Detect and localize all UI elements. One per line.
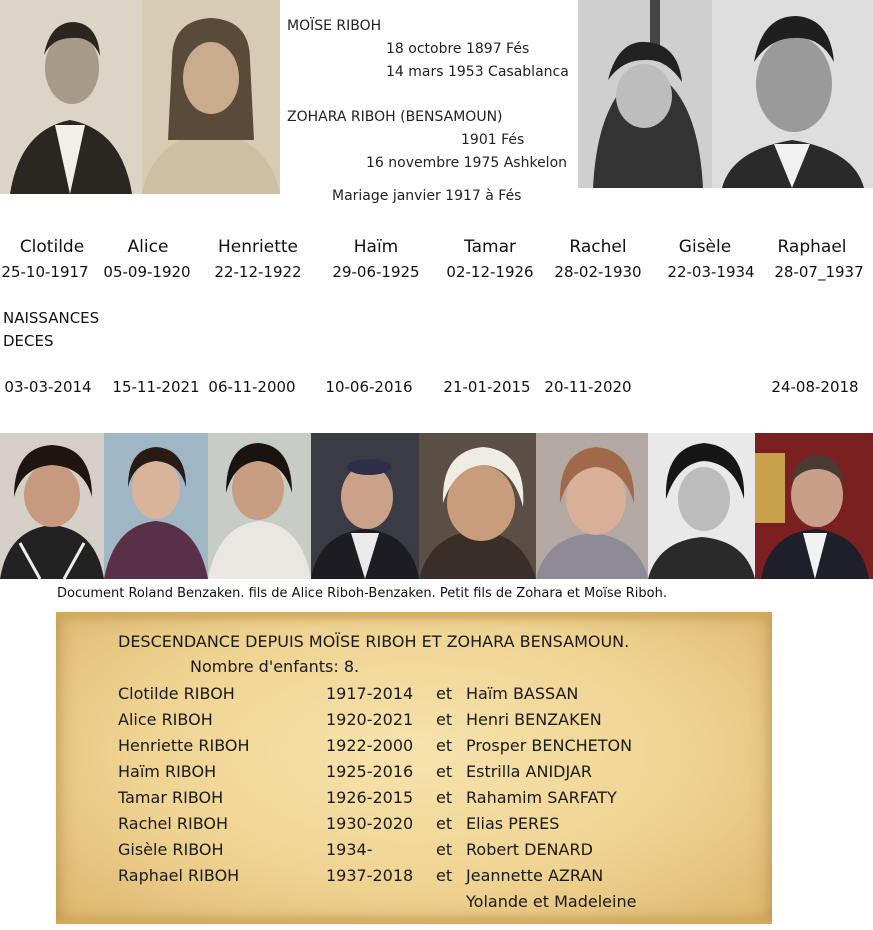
portrait-zohara-old [578, 0, 712, 188]
photo-tamar [419, 433, 536, 579]
child-birth-date: 29-06-1925 [332, 263, 420, 281]
descendance-row [56, 814, 772, 840]
row-child-name: Tamar RIBOH [118, 788, 224, 807]
row-years: 1922-2000 [326, 736, 414, 755]
descendance-row [56, 866, 772, 892]
row-child-name: Rachel RIBOH [118, 814, 229, 833]
child-death-date: 21-01-2015 [443, 378, 531, 396]
child-birth-date: 28-07_1937 [774, 263, 864, 281]
child-death-date: 15-11-2021 [112, 378, 200, 396]
row-child-name: Gisèle RIBOH [118, 840, 224, 859]
descendance-row [56, 762, 772, 788]
row-spouse: Haïm BASSAN [466, 684, 579, 703]
child-death-date: 10-06-2016 [325, 378, 413, 396]
additional-spouses: Yolande et Madeleine [466, 892, 637, 911]
descendance-row [56, 840, 772, 866]
child-name: Alice [127, 237, 169, 257]
row-years: 1926-2015 [326, 788, 414, 807]
father-death: 14 mars 1953 Casablanca [386, 64, 569, 80]
descendance-row [56, 710, 772, 736]
portrait-moise-young [0, 0, 142, 194]
child-death-date: 03-03-2014 [4, 378, 92, 396]
row-years: 1925-2016 [326, 762, 414, 781]
document-credit: Document Roland Benzaken. fils de Alice Riboh-Benzaken. Petit fils de Zohara et Moïse Riboh. [57, 586, 667, 601]
descendance-row [56, 788, 772, 814]
parchment-title: DESCENDANCE DEPUIS MOÏSE RIBOH ET ZOHARA BENSAMOUN. [118, 632, 630, 651]
mother-birth: 1901 Fés [461, 132, 525, 148]
photo-clotilde [0, 433, 104, 579]
descendance-row [56, 736, 772, 762]
row-et: et [436, 762, 453, 781]
photo-henriette [208, 433, 311, 579]
row-child-name: Clotilde RIBOH [118, 684, 235, 703]
row-spouse: Estrilla ANIDJAR [466, 762, 592, 781]
child-birth-date: 22-12-1922 [214, 263, 302, 281]
row-spouse: Rahamim SARFATY [466, 788, 617, 807]
row-et: et [436, 710, 453, 729]
child-birth-date: 05-09-1920 [103, 263, 191, 281]
marriage-note: Mariage janvier 1917 à Fés [332, 188, 522, 204]
row-et: et [436, 840, 453, 859]
photo-raphael [755, 433, 873, 579]
row-et: et [436, 788, 453, 807]
row-spouse: Robert DENARD [466, 840, 593, 859]
child-birth-date: 25-10-1917 [1, 263, 89, 281]
row-years: 1917-2014 [326, 684, 414, 703]
father-name: MOÏSE RIBOH [287, 18, 382, 34]
child-name: Haïm [353, 237, 399, 257]
descendance-parchment [56, 612, 772, 924]
portrait-moise-old [712, 0, 873, 188]
child-name: Gisèle [678, 237, 732, 257]
row-et: et [436, 866, 453, 885]
row-et: et [436, 684, 453, 703]
row-spouse: Prosper BENCHETON [466, 736, 633, 755]
row-child-name: Raphael RIBOH [118, 866, 240, 885]
row-years: 1937-2018 [326, 866, 414, 885]
deaths-label: DECES [3, 332, 54, 350]
row-child-name: Haïm RIBOH [118, 762, 217, 781]
photo-rachel [536, 433, 648, 579]
row-spouse: Elias PERES [466, 814, 560, 833]
child-name: Rachel [569, 237, 627, 257]
photo-haim [311, 433, 419, 579]
child-birth-date: 28-02-1930 [554, 263, 642, 281]
child-name: Tamar [464, 237, 516, 257]
father-birth: 18 octobre 1897 Fés [386, 41, 530, 57]
row-et: et [436, 814, 453, 833]
portrait-zohara-young [142, 0, 280, 194]
row-spouse: Jeannette AZRAN [466, 866, 604, 885]
child-death-date: 24-08-2018 [771, 378, 859, 396]
row-years: 1930-2020 [326, 814, 414, 833]
mother-death: 16 novembre 1975 Ashkelon [366, 155, 568, 171]
row-child-name: Alice RIBOH [118, 710, 213, 729]
child-birth-date: 22-03-1934 [667, 263, 755, 281]
row-years: 1920-2021 [326, 710, 414, 729]
photo-alice [104, 433, 208, 579]
child-name: Raphael [777, 237, 847, 257]
child-death-date: 20-11-2020 [544, 378, 632, 396]
row-years: 1934- [326, 840, 373, 859]
mother-name: ZOHARA RIBOH (BENSAMOUN) [287, 109, 503, 125]
photo-gisele [648, 433, 755, 579]
births-label: NAISSANCES [3, 309, 100, 327]
child-death-date: 06-11-2000 [208, 378, 296, 396]
row-child-name: Henriette RIBOH [118, 736, 250, 755]
children-count: Nombre d'enfants: 8. [190, 657, 360, 676]
child-birth-date: 02-12-1926 [446, 263, 534, 281]
child-name: Clotilde [19, 237, 85, 257]
descendance-row [56, 684, 772, 710]
child-name: Henriette [218, 237, 298, 257]
row-et: et [436, 736, 453, 755]
row-spouse: Henri BENZAKEN [466, 710, 602, 729]
